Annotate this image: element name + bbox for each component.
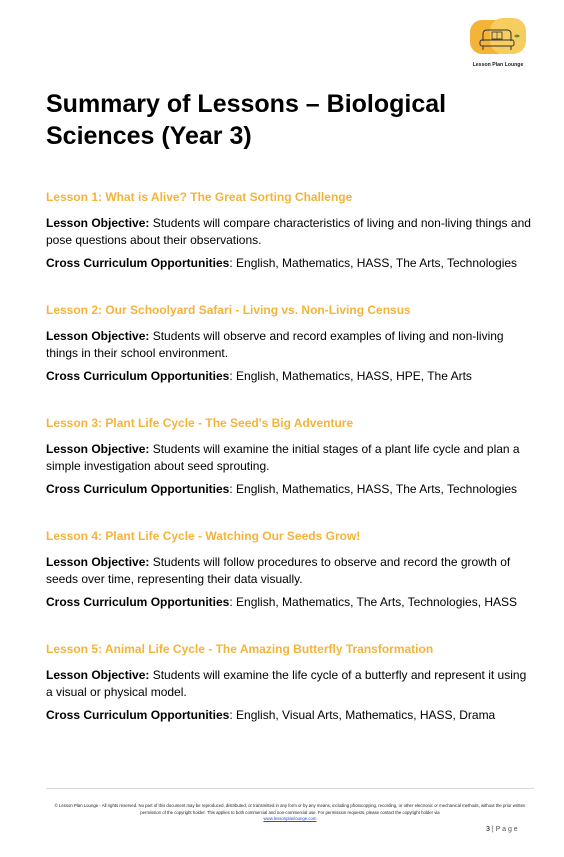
lesson-heading: Lesson 4: Plant Life Cycle - Watching Our Seeds Grow!	[46, 529, 361, 543]
objective-text: Students will follow procedures to observe and record the growth of seeds over time, representing their data visually.	[46, 555, 511, 586]
objective-label: Lesson Objective:	[46, 329, 150, 343]
cross-subjects: : English, Mathematics, The Arts, Technologies, HASS	[229, 595, 518, 609]
objective-label: Lesson Objective:	[46, 555, 150, 569]
cross-subjects: : English, Mathematics, HASS, The Arts, Technologies	[229, 256, 518, 270]
lesson-heading: Lesson 1: What is Alive? The Great Sorting Challenge	[46, 190, 353, 204]
page-title: Summary of Lessons – Biological Sciences (Year 3)	[46, 90, 447, 150]
objective-label: Lesson Objective:	[46, 668, 150, 682]
cross-label: Cross Curriculum Opportunities	[46, 369, 230, 383]
lesson-4	[46, 529, 534, 610]
cross-curriculum	[46, 708, 534, 723]
website-link[interactable]: www.lessonplanlounge.com	[263, 816, 317, 821]
objective-label: Lesson Objective:	[46, 442, 150, 456]
lesson-3	[46, 416, 534, 497]
cross-subjects: : English, Visual Arts, Mathematics, HASS, Drama	[229, 708, 496, 722]
cross-label: Cross Curriculum Opportunities	[46, 256, 230, 270]
objective-text: Students will examine the life cycle of a butterfly and represent it using a visual or physical model.	[46, 668, 527, 699]
lesson-5	[46, 642, 534, 723]
cross-curriculum	[46, 595, 534, 610]
cross-curriculum	[46, 482, 534, 497]
lesson-objective	[46, 554, 534, 587]
lesson-heading: Lesson 5: Animal Life Cycle - The Amazing Butterfly Transformation	[46, 642, 434, 656]
footer-divider	[46, 788, 534, 789]
lesson-objective	[46, 215, 534, 248]
objective-text: Students will examine the initial stages of a plant life cycle and plan a simple investigation about seed sprouting.	[46, 442, 520, 473]
page-number-value: 3	[486, 826, 490, 833]
cross-subjects: : English, Mathematics, HASS, HPE, The Arts	[229, 369, 472, 383]
lesson-heading: Lesson 3: Plant Life Cycle - The Seed's Big Adventure	[46, 416, 354, 430]
lesson-2	[46, 303, 534, 384]
cross-subjects: : English, Mathematics, HASS, The Arts, Technologies	[229, 482, 518, 496]
objective-text: Students will observe and record examples of living and non-living things in their school environment.	[46, 329, 504, 360]
footer-copyright	[46, 803, 534, 823]
cross-label: Cross Curriculum Opportunities	[46, 482, 230, 496]
page-number	[486, 826, 536, 833]
objective-label: Lesson Objective:	[46, 216, 150, 230]
cross-curriculum	[46, 256, 534, 271]
lesson-objective	[46, 441, 534, 474]
brand-logo	[464, 16, 532, 72]
cross-label: Cross Curriculum Opportunities	[46, 595, 230, 609]
cross-label: Cross Curriculum Opportunities	[46, 708, 230, 722]
lounge-chair-logo-icon	[464, 16, 532, 64]
objective-text: Students will compare characteristics of living and non-living things and pose questions about their observations.	[46, 216, 531, 247]
lesson-heading: Lesson 2: Our Schoolyard Safari - Living vs. Non-Living Census	[46, 303, 411, 317]
page-label: | P a g e	[489, 826, 518, 833]
lesson-objective	[46, 328, 534, 361]
copyright-text: © Lesson Plan Lounge - All rights reserved. No part of this document may be reproduced, distributed, or transmitted in any form or by any means, including photocopying, recording, or other electronic or mechanical methods, without the prior written permission of the copyright holder. This applies to both commercial and non-commercial use. For permission requests, please contact the copyright holder via	[54, 803, 526, 815]
logo-text: Lesson Plan Lounge	[472, 62, 524, 68]
lesson-objective	[46, 667, 534, 700]
cross-curriculum	[46, 369, 534, 384]
lesson-1	[46, 190, 534, 271]
